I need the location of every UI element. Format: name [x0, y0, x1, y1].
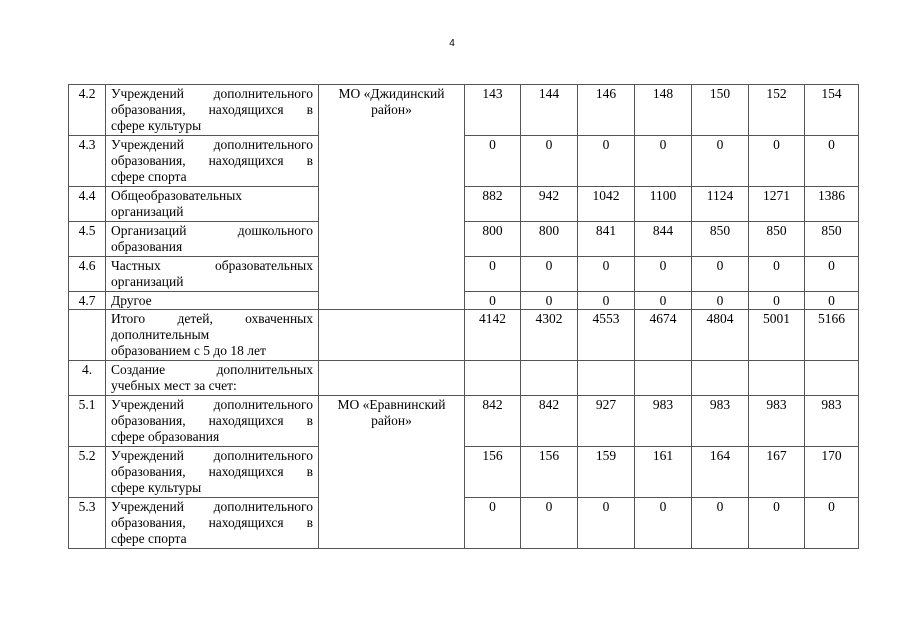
row-label-line: дополнительным [111, 327, 210, 342]
value-cell: 5166 [805, 310, 859, 361]
value-cell: 0 [805, 257, 859, 292]
table-row [69, 310, 859, 361]
value-cell: 4553 [578, 310, 635, 361]
value-cell: 983 [805, 396, 859, 447]
value-cell: 0 [521, 292, 578, 310]
value-cell: 0 [521, 498, 578, 549]
row-number [69, 310, 106, 361]
value-cell: 143 [465, 85, 521, 136]
page-number: 4 [449, 38, 455, 49]
value-cell: 154 [805, 85, 859, 136]
value-cell: 850 [692, 222, 749, 257]
row-number: 5.3 [69, 498, 106, 549]
row-label-line: Итого детей, охваченных [111, 311, 313, 326]
value-cell: 850 [805, 222, 859, 257]
value-cell [805, 361, 859, 396]
row-label-line: Учреждений дополнительного [111, 137, 313, 152]
value-cell: 1386 [805, 187, 859, 222]
municipality-cell [319, 310, 465, 361]
row-label-line: образования, находящихся в [111, 413, 313, 428]
value-cell: 0 [635, 498, 692, 549]
table-row [69, 396, 859, 447]
value-cell: 800 [465, 222, 521, 257]
value-cell [635, 361, 692, 396]
municipality-name: МО «Еравнинский район» [337, 397, 446, 428]
value-cell: 0 [749, 136, 805, 187]
row-label-line: образования, находящихся в [111, 515, 313, 530]
row-label [106, 310, 319, 361]
value-cell: 882 [465, 187, 521, 222]
value-cell: 0 [521, 136, 578, 187]
row-label [106, 136, 319, 187]
row-label-line: Учреждений дополнительного [111, 499, 313, 514]
row-label-line: Общеобразовательных [111, 188, 243, 203]
row-label-line: образования, находящихся в [111, 102, 313, 117]
row-number: 4.6 [69, 257, 106, 292]
value-cell: 983 [635, 396, 692, 447]
value-cell: 159 [578, 447, 635, 498]
value-cell: 0 [465, 257, 521, 292]
row-label-line: организаций [111, 204, 184, 219]
value-cell: 5001 [749, 310, 805, 361]
value-cell: 842 [465, 396, 521, 447]
row-label-line: сфере спорта [111, 531, 187, 546]
value-cell: 0 [578, 498, 635, 549]
row-number: 4.3 [69, 136, 106, 187]
value-cell: 0 [578, 257, 635, 292]
table-row [69, 85, 859, 136]
row-label [106, 292, 319, 310]
value-cell: 0 [578, 136, 635, 187]
value-cell: 0 [805, 292, 859, 310]
value-cell: 0 [692, 136, 749, 187]
row-number: 4. [69, 361, 106, 396]
value-cell: 4142 [465, 310, 521, 361]
value-cell: 0 [521, 257, 578, 292]
row-label-line: сфере культуры [111, 118, 202, 133]
row-label [106, 187, 319, 222]
row-label-line: образования, находящихся в [111, 464, 313, 479]
value-cell: 841 [578, 222, 635, 257]
row-label-line: сфере культуры [111, 480, 202, 495]
value-cell: 0 [749, 292, 805, 310]
value-cell: 1100 [635, 187, 692, 222]
value-cell: 4302 [521, 310, 578, 361]
row-label-line: Организаций дошкольного [111, 223, 313, 238]
value-cell: 0 [805, 498, 859, 549]
row-number: 4.7 [69, 292, 106, 310]
value-cell: 152 [749, 85, 805, 136]
row-label-line: сфере спорта [111, 169, 187, 184]
row-label-line: учебных мест за счет: [111, 378, 237, 393]
row-label-line: образованием с 5 до 18 лет [111, 343, 266, 358]
value-cell: 0 [635, 257, 692, 292]
value-cell: 156 [521, 447, 578, 498]
value-cell: 0 [749, 257, 805, 292]
value-cell: 844 [635, 222, 692, 257]
value-cell: 146 [578, 85, 635, 136]
value-cell: 150 [692, 85, 749, 136]
value-cell: 144 [521, 85, 578, 136]
data-table [68, 84, 859, 549]
value-cell: 983 [692, 396, 749, 447]
row-number: 4.2 [69, 85, 106, 136]
value-cell [692, 361, 749, 396]
municipality-name: МО «Джидинский район» [338, 86, 445, 117]
value-cell [578, 361, 635, 396]
value-cell: 927 [578, 396, 635, 447]
row-label [106, 222, 319, 257]
value-cell: 0 [635, 136, 692, 187]
value-cell: 148 [635, 85, 692, 136]
row-label-line: образования [111, 239, 183, 254]
value-cell: 842 [521, 396, 578, 447]
row-number: 4.4 [69, 187, 106, 222]
row-label [106, 85, 319, 136]
row-label-line: образования, находящихся в [111, 153, 313, 168]
value-cell: 167 [749, 447, 805, 498]
municipality-cell [319, 361, 465, 396]
municipality-cell [319, 396, 465, 549]
value-cell: 0 [635, 292, 692, 310]
municipality-cell [319, 85, 465, 310]
value-cell: 0 [578, 292, 635, 310]
value-cell: 850 [749, 222, 805, 257]
value-cell: 800 [521, 222, 578, 257]
value-cell: 0 [692, 498, 749, 549]
value-cell: 1042 [578, 187, 635, 222]
value-cell: 156 [465, 447, 521, 498]
value-cell: 170 [805, 447, 859, 498]
row-label-line: сфере образования [111, 429, 220, 444]
row-number: 5.1 [69, 396, 106, 447]
value-cell [465, 361, 521, 396]
row-number: 4.5 [69, 222, 106, 257]
value-cell [521, 361, 578, 396]
value-cell: 1271 [749, 187, 805, 222]
value-cell: 0 [749, 498, 805, 549]
row-label-line: Создание дополнительных [111, 362, 313, 377]
value-cell: 983 [749, 396, 805, 447]
row-label-line: Учреждений дополнительного [111, 397, 313, 412]
value-cell: 164 [692, 447, 749, 498]
row-label-line: Учреждений дополнительного [111, 86, 313, 101]
value-cell: 0 [465, 498, 521, 549]
row-label-line: организаций [111, 274, 184, 289]
row-label-line: Частных образовательных [111, 258, 313, 273]
row-label [106, 257, 319, 292]
table-row [69, 361, 859, 396]
value-cell: 0 [692, 292, 749, 310]
value-cell [749, 361, 805, 396]
value-cell: 4804 [692, 310, 749, 361]
row-label [106, 447, 319, 498]
row-label [106, 361, 319, 396]
row-number: 5.2 [69, 447, 106, 498]
value-cell: 4674 [635, 310, 692, 361]
row-label-line: Учреждений дополнительного [111, 448, 313, 463]
value-cell: 161 [635, 447, 692, 498]
row-label-line: Другое [111, 293, 152, 308]
value-cell: 0 [805, 136, 859, 187]
value-cell: 1124 [692, 187, 749, 222]
value-cell: 0 [692, 257, 749, 292]
row-label [106, 396, 319, 447]
row-label [106, 498, 319, 549]
value-cell: 0 [465, 292, 521, 310]
value-cell: 0 [465, 136, 521, 187]
value-cell: 942 [521, 187, 578, 222]
